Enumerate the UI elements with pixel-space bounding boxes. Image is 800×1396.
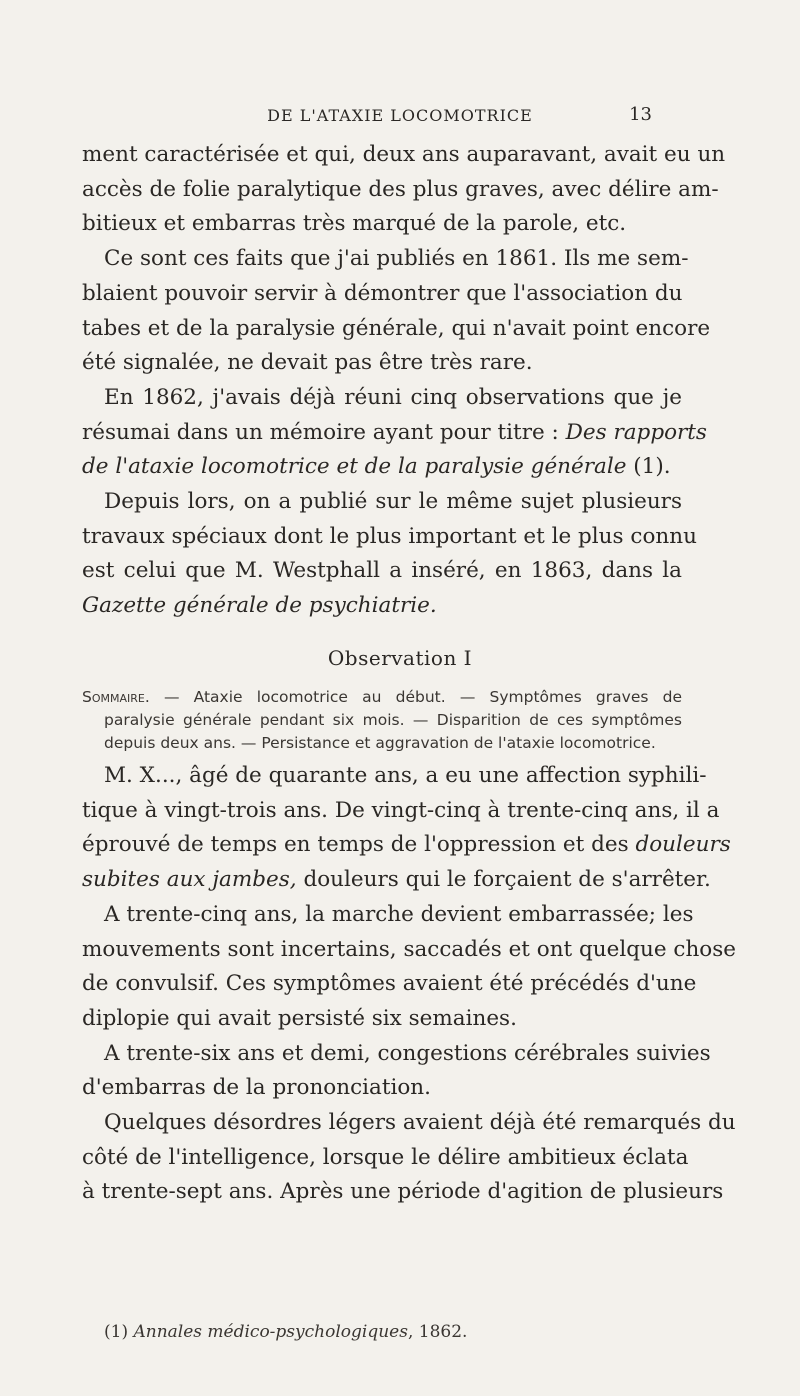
italic-title: de l'ataxie locomotrice et de la paralysie générale <box>82 454 627 480</box>
text-line: ment caractérisée et qui, deux ans auparavant, avait eu un <box>82 142 726 167</box>
text-block-bottom <box>82 759 736 1210</box>
italic-run: douleurs <box>635 832 731 858</box>
text-line: Ce sont ces faits que j'ai publiés en 1861. Ils me sem- <box>104 246 689 272</box>
text-line: été signalée, ne devait pas être très rare. <box>82 350 533 376</box>
footnote-rest: , 1862. <box>407 1322 468 1342</box>
footnote-title: Annales médico-psychologiques <box>133 1322 408 1342</box>
text-line: est celui que M. Westphall a inséré, en 1863, dans la <box>82 558 682 584</box>
text-line <box>82 416 707 451</box>
text-line: blaient pouvoir servir à démontrer que l'association du <box>82 280 683 306</box>
italic-title: Gazette générale de psychiatrie. <box>82 593 437 619</box>
text-line: A trente-six ans et demi, congestions cérébrales suivies <box>104 1040 711 1066</box>
text-line <box>82 589 682 624</box>
summary-line: paralysie générale pendant six mois. — Disparition de ces symptômes <box>104 711 682 729</box>
footnote <box>104 1322 467 1342</box>
text-line: accès de folie paralytique des plus graves, avec délire am- <box>82 176 719 202</box>
text-block-top <box>82 138 726 624</box>
text-line: Quelques désordres légers avaient déjà été remarqués du <box>104 1110 736 1136</box>
text-line: A trente-cinq ans, la marche devient embarrassée; les <box>104 901 694 927</box>
page-number: 13 <box>629 104 652 125</box>
text-run: douleurs qui le forçaient de s'arrêter. <box>296 867 711 893</box>
text-line: à trente-sept ans. Après une période d'agition de plusieurs <box>82 1179 724 1205</box>
text-line: de convulsif. Ces symptômes avaient été précédés d'une <box>82 971 697 997</box>
text-line: d'embarras de la prononciation. <box>82 1075 431 1101</box>
footnote-ref: (1). <box>626 454 671 480</box>
text-line: diplopie qui avait persisté six semaines. <box>82 1005 517 1031</box>
page-header <box>0 104 800 128</box>
observation-heading: Observation I <box>327 646 473 670</box>
summary-text: — Ataxie locomotrice au début. — Symptômes graves de <box>149 688 682 706</box>
text-line: Depuis lors, on a publié sur le même sujet plusieurs <box>104 489 682 515</box>
text-run: éprouvé de temps en temps de l'oppression et des <box>82 832 636 858</box>
observation-summary <box>82 686 682 755</box>
text-line: tique à vingt-trois ans. De vingt-cinq à trente-cinq ans, il a <box>82 797 720 823</box>
italic-run: subites aux jambes, <box>82 867 297 893</box>
summary-line <box>82 686 682 709</box>
text-line: côté de l'intelligence, lorsque le délire ambitieux éclata <box>82 1144 689 1170</box>
text-line: travaux spéciaux dont le plus important et le plus connu <box>82 523 697 549</box>
text-line: tabes et de la paralysie générale, qui n'avait point encore <box>82 315 711 341</box>
text-line <box>82 863 711 898</box>
italic-title: Des rapports <box>565 419 707 445</box>
text-line: M. X..., âgé de quarante ans, a eu une affection syphili- <box>104 763 707 788</box>
running-title: DE L'ATAXIE LOCOMOTRICE <box>267 106 533 125</box>
text-line: mouvements sont incertains, saccadés et ont quelque chose <box>82 936 736 962</box>
text-line <box>82 450 682 485</box>
text-line: En 1862, j'avais déjà réuni cinq observations que je <box>104 384 682 410</box>
text-run: résumai dans un mémoire ayant pour titre : <box>82 419 566 445</box>
text-line: bitieux et embarras très marqué de la parole, etc. <box>82 211 627 237</box>
summary-line: depuis deux ans. — Persistance et aggravation de l'ataxie locomotrice. <box>104 734 656 752</box>
footnote-marker: (1) <box>104 1322 134 1342</box>
text-line <box>82 828 731 863</box>
summary-label: Sommaire. <box>82 688 150 706</box>
